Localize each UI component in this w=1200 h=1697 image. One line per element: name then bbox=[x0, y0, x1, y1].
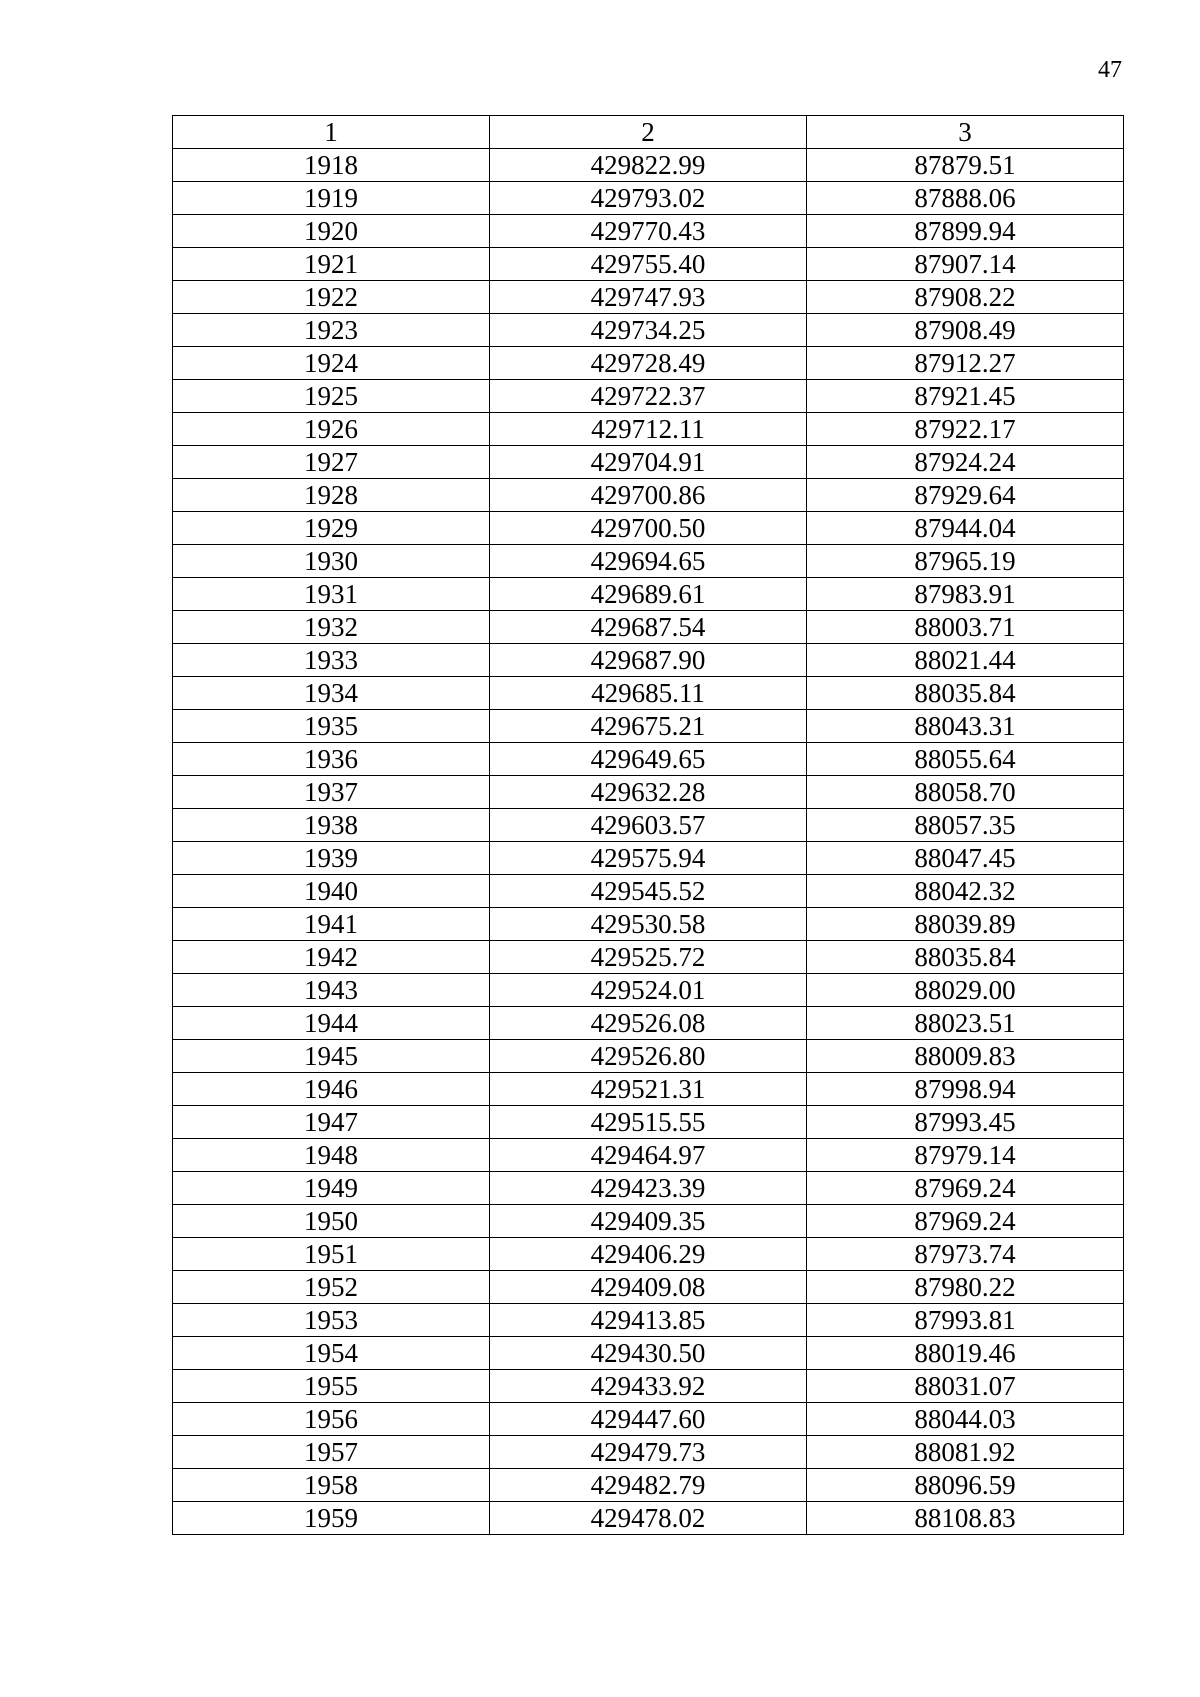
table-row bbox=[173, 875, 1124, 908]
x-coordinate-cell: 429704.91 bbox=[490, 446, 807, 479]
y-coordinate-cell: 87908.49 bbox=[807, 314, 1124, 347]
table-row bbox=[173, 974, 1124, 1007]
table-row bbox=[173, 1469, 1124, 1502]
table-row bbox=[173, 149, 1124, 182]
table-row bbox=[173, 545, 1124, 578]
x-coordinate-cell: 429409.35 bbox=[490, 1205, 807, 1238]
y-coordinate-cell: 88047.45 bbox=[807, 842, 1124, 875]
point-number-cell: 1931 bbox=[173, 578, 490, 611]
y-coordinate-cell: 87965.19 bbox=[807, 545, 1124, 578]
point-number-cell: 1957 bbox=[173, 1436, 490, 1469]
point-number-cell: 1939 bbox=[173, 842, 490, 875]
x-coordinate-cell: 429603.57 bbox=[490, 809, 807, 842]
table-body bbox=[173, 149, 1124, 1535]
x-coordinate-cell: 429649.65 bbox=[490, 743, 807, 776]
y-coordinate-cell: 88057.35 bbox=[807, 809, 1124, 842]
x-coordinate-cell: 429689.61 bbox=[490, 578, 807, 611]
y-coordinate-cell: 88096.59 bbox=[807, 1469, 1124, 1502]
x-coordinate-cell: 429530.58 bbox=[490, 908, 807, 941]
x-coordinate-cell: 429478.02 bbox=[490, 1502, 807, 1535]
x-coordinate-cell: 429524.01 bbox=[490, 974, 807, 1007]
y-coordinate-cell: 87924.24 bbox=[807, 446, 1124, 479]
y-coordinate-cell: 87912.27 bbox=[807, 347, 1124, 380]
x-coordinate-cell: 429675.21 bbox=[490, 710, 807, 743]
table-row bbox=[173, 479, 1124, 512]
y-coordinate-cell: 87993.81 bbox=[807, 1304, 1124, 1337]
point-number-cell: 1928 bbox=[173, 479, 490, 512]
table-row bbox=[173, 1436, 1124, 1469]
y-coordinate-cell: 88039.89 bbox=[807, 908, 1124, 941]
point-number-cell: 1942 bbox=[173, 941, 490, 974]
point-number-cell: 1956 bbox=[173, 1403, 490, 1436]
x-coordinate-cell: 429728.49 bbox=[490, 347, 807, 380]
table-row bbox=[173, 1139, 1124, 1172]
point-number-cell: 1929 bbox=[173, 512, 490, 545]
x-coordinate-cell: 429482.79 bbox=[490, 1469, 807, 1502]
x-coordinate-cell: 429409.08 bbox=[490, 1271, 807, 1304]
point-number-cell: 1918 bbox=[173, 149, 490, 182]
x-coordinate-cell: 429479.73 bbox=[490, 1436, 807, 1469]
column-header-1: 1 bbox=[173, 116, 490, 149]
x-coordinate-cell: 429406.29 bbox=[490, 1238, 807, 1271]
point-number-cell: 1948 bbox=[173, 1139, 490, 1172]
x-coordinate-cell: 429413.85 bbox=[490, 1304, 807, 1337]
x-coordinate-cell: 429521.31 bbox=[490, 1073, 807, 1106]
point-number-cell: 1937 bbox=[173, 776, 490, 809]
table-row bbox=[173, 1502, 1124, 1535]
point-number-cell: 1954 bbox=[173, 1337, 490, 1370]
y-coordinate-cell: 87899.94 bbox=[807, 215, 1124, 248]
point-number-cell: 1932 bbox=[173, 611, 490, 644]
table-row bbox=[173, 710, 1124, 743]
x-coordinate-cell: 429700.50 bbox=[490, 512, 807, 545]
table-row bbox=[173, 1007, 1124, 1040]
y-coordinate-cell: 88003.71 bbox=[807, 611, 1124, 644]
y-coordinate-cell: 87921.45 bbox=[807, 380, 1124, 413]
table-row bbox=[173, 908, 1124, 941]
x-coordinate-cell: 429755.40 bbox=[490, 248, 807, 281]
x-coordinate-cell: 429700.86 bbox=[490, 479, 807, 512]
x-coordinate-cell: 429685.11 bbox=[490, 677, 807, 710]
point-number-cell: 1920 bbox=[173, 215, 490, 248]
table-row bbox=[173, 1205, 1124, 1238]
y-coordinate-cell: 87888.06 bbox=[807, 182, 1124, 215]
table-row bbox=[173, 578, 1124, 611]
y-coordinate-cell: 88058.70 bbox=[807, 776, 1124, 809]
y-coordinate-cell: 87979.14 bbox=[807, 1139, 1124, 1172]
table-row bbox=[173, 611, 1124, 644]
table-row bbox=[173, 809, 1124, 842]
y-coordinate-cell: 87879.51 bbox=[807, 149, 1124, 182]
y-coordinate-cell: 88081.92 bbox=[807, 1436, 1124, 1469]
y-coordinate-cell: 88029.00 bbox=[807, 974, 1124, 1007]
x-coordinate-cell: 429632.28 bbox=[490, 776, 807, 809]
point-number-cell: 1921 bbox=[173, 248, 490, 281]
table-row bbox=[173, 413, 1124, 446]
page-number: 47 bbox=[1098, 57, 1122, 83]
table-row bbox=[173, 1337, 1124, 1370]
x-coordinate-cell: 429722.37 bbox=[490, 380, 807, 413]
table-row bbox=[173, 1238, 1124, 1271]
y-coordinate-cell: 87998.94 bbox=[807, 1073, 1124, 1106]
table-row bbox=[173, 776, 1124, 809]
y-coordinate-cell: 88023.51 bbox=[807, 1007, 1124, 1040]
x-coordinate-cell: 429447.60 bbox=[490, 1403, 807, 1436]
column-header-2: 2 bbox=[490, 116, 807, 149]
x-coordinate-cell: 429464.97 bbox=[490, 1139, 807, 1172]
x-coordinate-cell: 429747.93 bbox=[490, 281, 807, 314]
table-row bbox=[173, 1106, 1124, 1139]
coordinates-table bbox=[172, 115, 1124, 1535]
table-row bbox=[173, 1304, 1124, 1337]
x-coordinate-cell: 429526.08 bbox=[490, 1007, 807, 1040]
y-coordinate-cell: 87993.45 bbox=[807, 1106, 1124, 1139]
y-coordinate-cell: 88044.03 bbox=[807, 1403, 1124, 1436]
point-number-cell: 1953 bbox=[173, 1304, 490, 1337]
point-number-cell: 1925 bbox=[173, 380, 490, 413]
y-coordinate-cell: 87944.04 bbox=[807, 512, 1124, 545]
table-row bbox=[173, 281, 1124, 314]
y-coordinate-cell: 87973.74 bbox=[807, 1238, 1124, 1271]
point-number-cell: 1941 bbox=[173, 908, 490, 941]
table-row bbox=[173, 1073, 1124, 1106]
x-coordinate-cell: 429525.72 bbox=[490, 941, 807, 974]
table-row bbox=[173, 644, 1124, 677]
point-number-cell: 1943 bbox=[173, 974, 490, 1007]
point-number-cell: 1938 bbox=[173, 809, 490, 842]
y-coordinate-cell: 87907.14 bbox=[807, 248, 1124, 281]
table-row bbox=[173, 941, 1124, 974]
x-coordinate-cell: 429430.50 bbox=[490, 1337, 807, 1370]
point-number-cell: 1919 bbox=[173, 182, 490, 215]
point-number-cell: 1955 bbox=[173, 1370, 490, 1403]
table-row bbox=[173, 1172, 1124, 1205]
y-coordinate-cell: 87969.24 bbox=[807, 1205, 1124, 1238]
x-coordinate-cell: 429575.94 bbox=[490, 842, 807, 875]
point-number-cell: 1949 bbox=[173, 1172, 490, 1205]
table-header-row bbox=[173, 116, 1124, 149]
table-row bbox=[173, 1271, 1124, 1304]
x-coordinate-cell: 429515.55 bbox=[490, 1106, 807, 1139]
point-number-cell: 1946 bbox=[173, 1073, 490, 1106]
y-coordinate-cell: 88035.84 bbox=[807, 941, 1124, 974]
y-coordinate-cell: 88019.46 bbox=[807, 1337, 1124, 1370]
table-row bbox=[173, 743, 1124, 776]
x-coordinate-cell: 429793.02 bbox=[490, 182, 807, 215]
point-number-cell: 1935 bbox=[173, 710, 490, 743]
x-coordinate-cell: 429423.39 bbox=[490, 1172, 807, 1205]
point-number-cell: 1947 bbox=[173, 1106, 490, 1139]
y-coordinate-cell: 88009.83 bbox=[807, 1040, 1124, 1073]
y-coordinate-cell: 88043.31 bbox=[807, 710, 1124, 743]
table-row bbox=[173, 512, 1124, 545]
table-row bbox=[173, 446, 1124, 479]
table-row bbox=[173, 314, 1124, 347]
point-number-cell: 1944 bbox=[173, 1007, 490, 1040]
point-number-cell: 1950 bbox=[173, 1205, 490, 1238]
y-coordinate-cell: 88042.32 bbox=[807, 875, 1124, 908]
y-coordinate-cell: 87980.22 bbox=[807, 1271, 1124, 1304]
x-coordinate-cell: 429734.25 bbox=[490, 314, 807, 347]
y-coordinate-cell: 88031.07 bbox=[807, 1370, 1124, 1403]
y-coordinate-cell: 87969.24 bbox=[807, 1172, 1124, 1205]
x-coordinate-cell: 429526.80 bbox=[490, 1040, 807, 1073]
y-coordinate-cell: 87929.64 bbox=[807, 479, 1124, 512]
point-number-cell: 1923 bbox=[173, 314, 490, 347]
y-coordinate-cell: 88035.84 bbox=[807, 677, 1124, 710]
point-number-cell: 1952 bbox=[173, 1271, 490, 1304]
x-coordinate-cell: 429694.65 bbox=[490, 545, 807, 578]
y-coordinate-cell: 88108.83 bbox=[807, 1502, 1124, 1535]
x-coordinate-cell: 429687.90 bbox=[490, 644, 807, 677]
x-coordinate-cell: 429770.43 bbox=[490, 215, 807, 248]
y-coordinate-cell: 87908.22 bbox=[807, 281, 1124, 314]
table-row bbox=[173, 842, 1124, 875]
table-row bbox=[173, 677, 1124, 710]
table-row bbox=[173, 1403, 1124, 1436]
point-number-cell: 1922 bbox=[173, 281, 490, 314]
point-number-cell: 1934 bbox=[173, 677, 490, 710]
table-row bbox=[173, 380, 1124, 413]
y-coordinate-cell: 87983.91 bbox=[807, 578, 1124, 611]
x-coordinate-cell: 429822.99 bbox=[490, 149, 807, 182]
table-row bbox=[173, 248, 1124, 281]
point-number-cell: 1959 bbox=[173, 1502, 490, 1535]
table-row bbox=[173, 215, 1124, 248]
table-row bbox=[173, 1040, 1124, 1073]
point-number-cell: 1926 bbox=[173, 413, 490, 446]
column-header-3: 3 bbox=[807, 116, 1124, 149]
point-number-cell: 1945 bbox=[173, 1040, 490, 1073]
point-number-cell: 1958 bbox=[173, 1469, 490, 1502]
table-row bbox=[173, 347, 1124, 380]
y-coordinate-cell: 88021.44 bbox=[807, 644, 1124, 677]
table-row bbox=[173, 1370, 1124, 1403]
x-coordinate-cell: 429433.92 bbox=[490, 1370, 807, 1403]
x-coordinate-cell: 429712.11 bbox=[490, 413, 807, 446]
point-number-cell: 1924 bbox=[173, 347, 490, 380]
point-number-cell: 1940 bbox=[173, 875, 490, 908]
point-number-cell: 1936 bbox=[173, 743, 490, 776]
point-number-cell: 1930 bbox=[173, 545, 490, 578]
x-coordinate-cell: 429687.54 bbox=[490, 611, 807, 644]
x-coordinate-cell: 429545.52 bbox=[490, 875, 807, 908]
point-number-cell: 1933 bbox=[173, 644, 490, 677]
y-coordinate-cell: 87922.17 bbox=[807, 413, 1124, 446]
point-number-cell: 1951 bbox=[173, 1238, 490, 1271]
table-row bbox=[173, 182, 1124, 215]
point-number-cell: 1927 bbox=[173, 446, 490, 479]
y-coordinate-cell: 88055.64 bbox=[807, 743, 1124, 776]
